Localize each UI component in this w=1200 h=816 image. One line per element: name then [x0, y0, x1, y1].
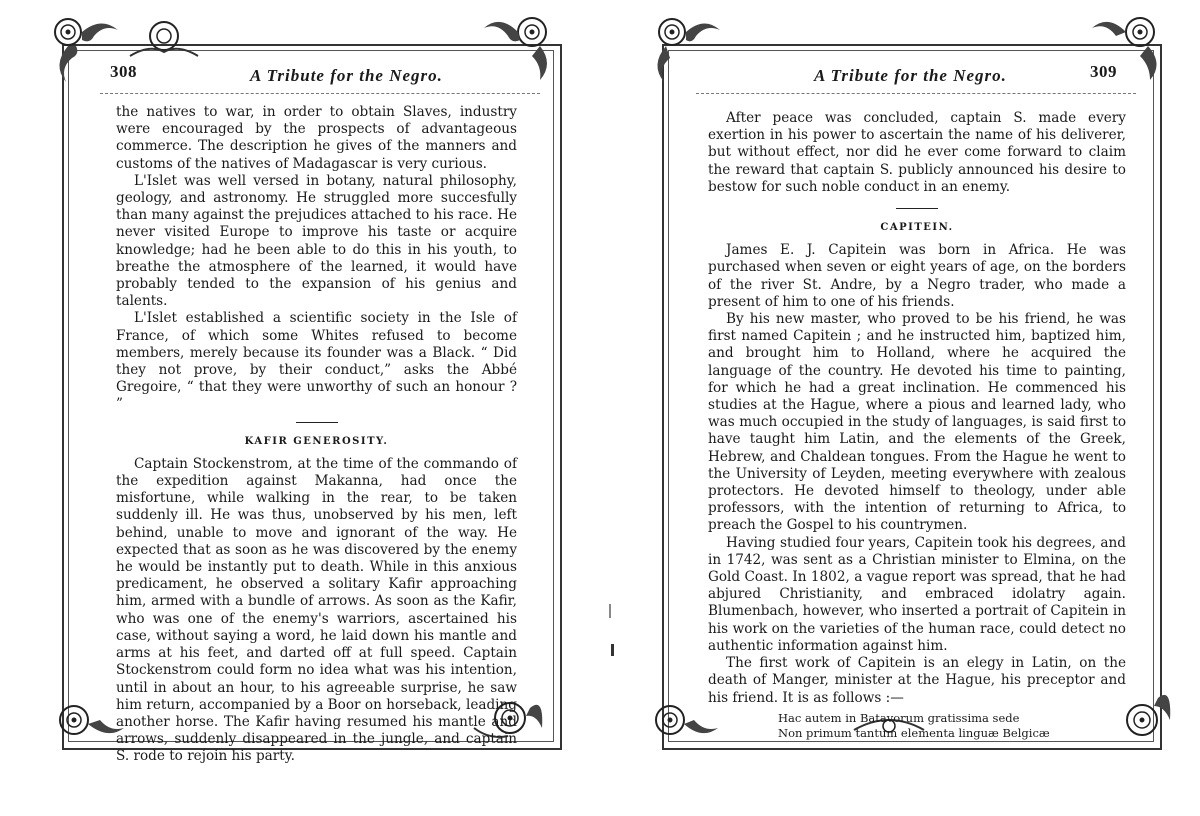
header-rule — [100, 93, 540, 94]
section-divider — [296, 422, 338, 423]
paragraph: The first work of Capitein is an elegy in Latin, on the death of Manger, minister at the Hague, his preceptor and his friend. It is as follows :— — [708, 655, 1126, 706]
left-page-body — [116, 104, 517, 766]
page-number: 308 — [110, 62, 137, 81]
paragraph: L'Islet established a scientific society in the Isle of France, of which some Whites refused to become members, merely because its founder was a Black. “ Did they not prove, by their conduct,” asks the Abbé Gregoire, “ that they were unworthy of such an honour ? ” — [116, 310, 517, 413]
paragraph: Captain Stockenstrom, at the time of the commando of the expedition against Makanna, had once the misfortune, while walking in the rear, to be taken suddenly ill. He was thus, unobserved by his men, left behind, unable to move and ignorant of the way. He expected that as soon as he was discovered by the enemy he would be instantly put to death. While in this anxious predicament, he observed a solitary Kafir approaching him, armed with a bundle of arrows. As soon as the Kafir, who was one of the enemy's warriors, ascertained his case, without saying a word, he laid down his mantle and arms at his feet, and darted off at full speed. Captain Stockenstrom could form no idea what was his intention, until in about an hour, to his agreeable surprise, he saw him return, accompanied by a Boor on horseback, leading another horse. The Kafir having resumed his mantle and arrows, suddenly disappeared in the jungle, and captain S. rode to rejoin his party. — [116, 455, 517, 765]
paragraph: L'Islet was well versed in botany, natural philosophy, geology, and astronomy. He struggled more succesfully than many against the prejudices attached to his race. He never visited Europe to improve his taste or acquire knowledge; had he been able to do this in his youth, to breathe the atmosphere of the learned, it would have probably tended to the expansion of his genius and talents. — [116, 172, 517, 310]
section-title: CAPITEIN. — [880, 222, 954, 234]
paragraph: By his new master, who proved to be his friend, he was first named Capitein ; and he instructed him, baptized him, and brought him to Holland, where he acquired the language of the country. He devoted his time to painting, for which he had a great inclination. He commenced his studies at the Hague, where a pious and learned lady, who was much occupied in the study of languages, is said first to have taught him Latin, and the elements of the Greek, Hebrew, and Chaldean tongues. From the Hague he went to the University of Leyden, meeting everywhere with zealous protectors. He devoted himself to theology, under able professors, with the intention of returning to Africa, to preach the Gospel to his countrymen. — [708, 311, 1126, 534]
running-head: A Tribute for the Negro. — [250, 66, 443, 85]
gutter-mark — [611, 644, 614, 656]
right-page-body — [708, 110, 1126, 741]
running-head: A Tribute for the Negro. — [814, 66, 1007, 85]
left-page-header — [110, 60, 530, 90]
header-rule — [696, 93, 1136, 94]
paragraph: After peace was concluded, captain S. made every exertion in his power to ascertain the name of his deliverer, but without effect, nor did he ever come forward to claim the reward that captain S. publicly announced his desire to bestow for such noble conduct in an enemy. — [708, 110, 1126, 195]
paragraph: the natives to war, in order to obtain Slaves, industry were encouraged by the prospects of advantageous commerce. The description he gives of the manners and customs of the natives of Madagascar is very curious. — [116, 104, 517, 172]
left-page — [40, 0, 600, 816]
page-number: 309 — [1090, 62, 1117, 81]
gutter-mark — [609, 604, 611, 618]
verse-line: Non primum tantum elementa linguæ Belgicæ — [778, 725, 1050, 740]
section-divider — [896, 208, 938, 209]
paragraph: James E. J. Capitein was born in Africa. He was purchased when seven or eight years of age, on the borders of the river St. Andre, by a Negro trader, who made a present of him to one of his friends. — [708, 242, 1126, 310]
section-title: KAFIR GENEROSITY. — [244, 435, 389, 447]
right-page-header — [710, 60, 1140, 90]
right-page — [640, 0, 1200, 816]
paragraph: Having studied four years, Capitein took his degrees, and in 1742, was sent as a Christian minister to Elmina, on the Gold Coast. In 1802, a vague report was spread, that he had abjured Christianity, and embraced idolatry again. Blumenbach, however, who inserted a portrait of Capitein in his work on the varieties of the human race, could detect no authentic information against him. — [708, 534, 1126, 654]
verse-line: Hac autem in Batavorum gratissima sede — [778, 710, 1020, 725]
